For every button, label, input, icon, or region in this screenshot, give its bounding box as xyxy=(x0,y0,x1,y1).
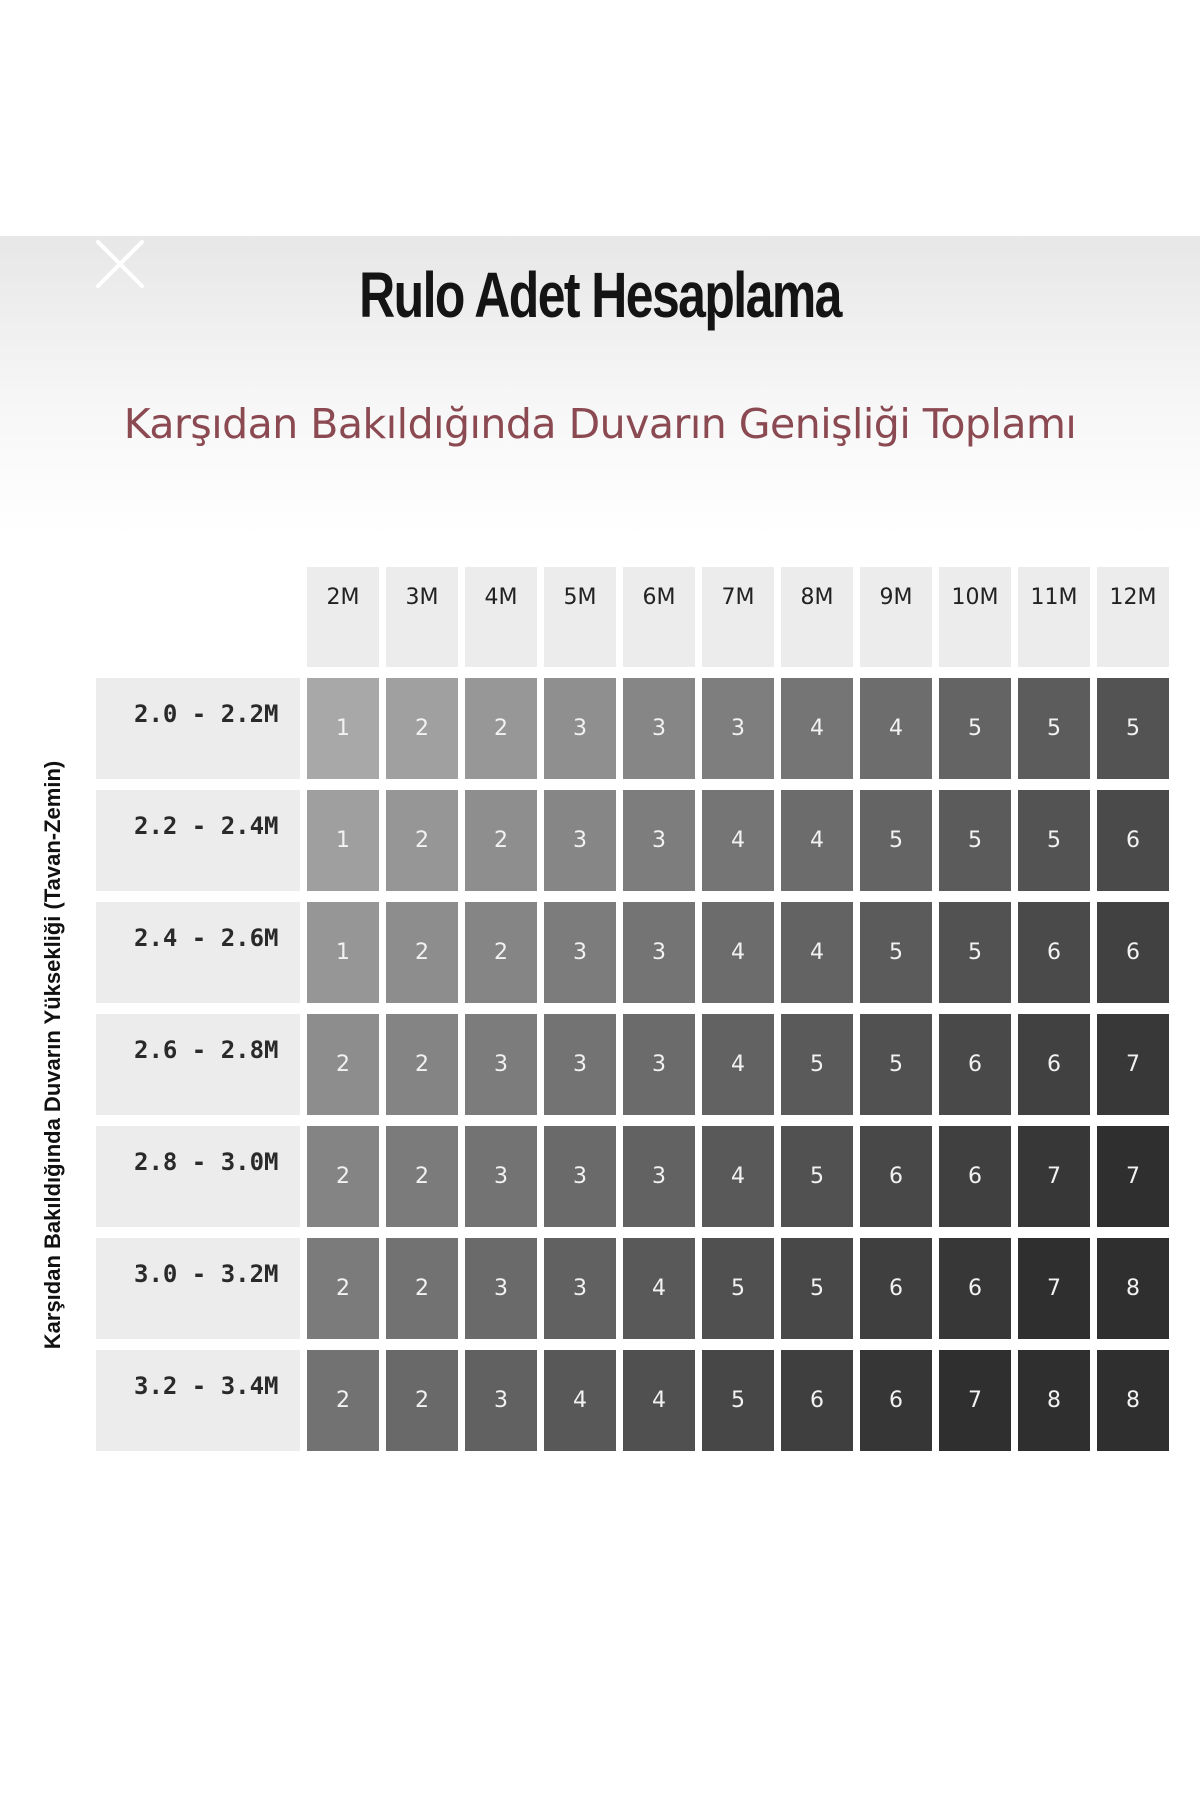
page-title: Rulo Adet Hesaplama xyxy=(359,259,841,331)
table-cell: 7 xyxy=(1018,1238,1090,1339)
table-cell: 6 xyxy=(860,1238,932,1339)
y-axis-label: Karşıdan Bakıldığında Duvarın Yüksekliği (Tavan-Zemin) xyxy=(40,760,65,1350)
table-cell: 3 xyxy=(623,678,695,779)
table-cell: 5 xyxy=(1018,790,1090,891)
table-cell: 2 xyxy=(465,678,537,779)
table-cell: 3 xyxy=(702,678,774,779)
table-cell: 7 xyxy=(1097,1014,1169,1115)
table-cell: 6 xyxy=(781,1350,853,1451)
table-cell: 5 xyxy=(860,1014,932,1115)
row-header: 2.8 - 3.0M xyxy=(96,1126,300,1227)
column-header: 10M xyxy=(939,567,1011,667)
table-cell: 6 xyxy=(939,1014,1011,1115)
page-subtitle: Karşıdan Bakıldığında Duvarın Genişliği Toplamı xyxy=(123,400,1077,448)
table-cell: 4 xyxy=(860,678,932,779)
table-cell: 2 xyxy=(307,1126,379,1227)
row-header: 2.2 - 2.4M xyxy=(96,790,300,891)
table-cell: 4 xyxy=(623,1350,695,1451)
table-cell: 2 xyxy=(386,678,458,779)
table-cell: 2 xyxy=(386,902,458,1003)
table-cell: 2 xyxy=(307,1238,379,1339)
column-header: 6M xyxy=(623,567,695,667)
table-cell: 6 xyxy=(860,1126,932,1227)
column-header: 12M xyxy=(1097,567,1169,667)
table-cell: 1 xyxy=(307,678,379,779)
table-cell: 6 xyxy=(860,1350,932,1451)
table-cell: 5 xyxy=(1018,678,1090,779)
column-header: 2M xyxy=(307,567,379,667)
table-cell: 3 xyxy=(544,1238,616,1339)
table-cell: 4 xyxy=(781,902,853,1003)
table-cell: 5 xyxy=(860,790,932,891)
table-cell: 2 xyxy=(386,1014,458,1115)
table-cell: 3 xyxy=(465,1350,537,1451)
table-cell: 3 xyxy=(465,1014,537,1115)
column-header: 3M xyxy=(386,567,458,667)
table-cell: 5 xyxy=(939,790,1011,891)
table-cell: 7 xyxy=(1097,1126,1169,1227)
column-header: 4M xyxy=(465,567,537,667)
table-cell: 1 xyxy=(307,790,379,891)
row-header: 3.0 - 3.2M xyxy=(96,1238,300,1339)
table-cell: 4 xyxy=(702,1014,774,1115)
table-cell: 3 xyxy=(544,1014,616,1115)
table-cell: 3 xyxy=(544,1126,616,1227)
table-cell: 5 xyxy=(939,678,1011,779)
table-cell: 5 xyxy=(860,902,932,1003)
table-cell: 6 xyxy=(939,1238,1011,1339)
column-header: 9M xyxy=(860,567,932,667)
table-cell: 2 xyxy=(465,902,537,1003)
table-cell: 2 xyxy=(307,1014,379,1115)
table-cell: 3 xyxy=(623,1014,695,1115)
table-cell: 6 xyxy=(939,1126,1011,1227)
row-header: 3.2 - 3.4M xyxy=(96,1350,300,1451)
table-cell: 2 xyxy=(386,1350,458,1451)
table-cell: 2 xyxy=(307,1350,379,1451)
table-cell: 6 xyxy=(1018,1014,1090,1115)
table-cell: 5 xyxy=(939,902,1011,1003)
table-cell: 5 xyxy=(702,1350,774,1451)
table-cell: 3 xyxy=(544,678,616,779)
row-header: 2.0 - 2.2M xyxy=(96,678,300,779)
table-cell: 4 xyxy=(781,678,853,779)
table-cell: 2 xyxy=(386,790,458,891)
table-cell: 3 xyxy=(623,1126,695,1227)
table-cell: 4 xyxy=(781,790,853,891)
table-cell: 4 xyxy=(544,1350,616,1451)
column-header: 7M xyxy=(702,567,774,667)
table-cell: 4 xyxy=(702,790,774,891)
table-cell: 5 xyxy=(781,1126,853,1227)
table-cell: 3 xyxy=(623,902,695,1003)
column-header: 8M xyxy=(781,567,853,667)
table-cell: 4 xyxy=(623,1238,695,1339)
table-cell: 5 xyxy=(1097,678,1169,779)
table-cell: 8 xyxy=(1097,1238,1169,1339)
table-cell: 4 xyxy=(702,1126,774,1227)
table-cell: 5 xyxy=(781,1238,853,1339)
table-cell: 2 xyxy=(465,790,537,891)
table-cell: 5 xyxy=(781,1014,853,1115)
table-cell: 7 xyxy=(1018,1126,1090,1227)
table-corner xyxy=(96,567,300,667)
table-cell: 8 xyxy=(1018,1350,1090,1451)
table-cell: 3 xyxy=(544,790,616,891)
table-cell: 1 xyxy=(307,902,379,1003)
table-cell: 8 xyxy=(1097,1350,1169,1451)
table-cell: 6 xyxy=(1097,902,1169,1003)
row-header: 2.4 - 2.6M xyxy=(96,902,300,1003)
row-header: 2.6 - 2.8M xyxy=(96,1014,300,1115)
column-header: 5M xyxy=(544,567,616,667)
table-cell: 3 xyxy=(465,1126,537,1227)
column-header: 11M xyxy=(1018,567,1090,667)
table-cell: 2 xyxy=(386,1126,458,1227)
table-cell: 7 xyxy=(939,1350,1011,1451)
table-cell: 3 xyxy=(465,1238,537,1339)
table-cell: 6 xyxy=(1018,902,1090,1003)
roll-count-table xyxy=(96,567,1169,1451)
table-cell: 3 xyxy=(623,790,695,891)
table-cell: 5 xyxy=(702,1238,774,1339)
table-cell: 4 xyxy=(702,902,774,1003)
table-cell: 3 xyxy=(544,902,616,1003)
table-cell: 2 xyxy=(386,1238,458,1339)
table-cell: 6 xyxy=(1097,790,1169,891)
